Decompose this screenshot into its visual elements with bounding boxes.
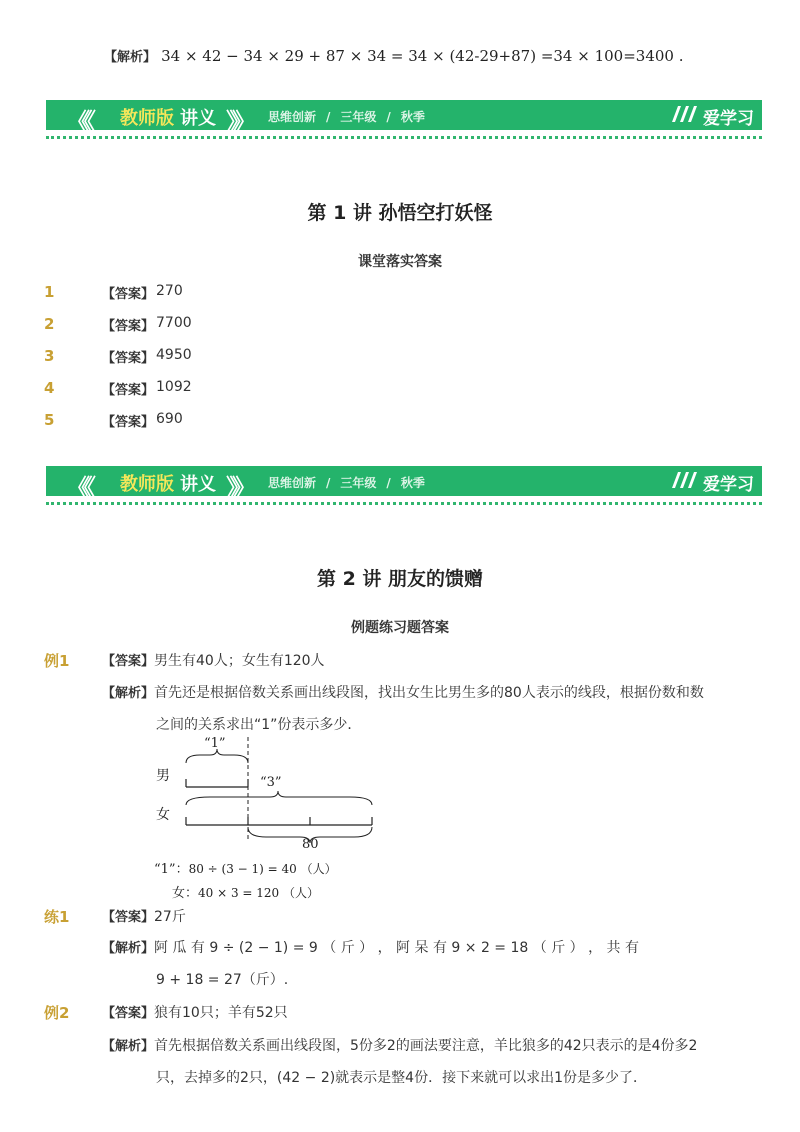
label-one: “1”: [204, 736, 226, 751]
crumb-item: 思维创新: [268, 476, 317, 490]
item-number: 3: [44, 347, 55, 365]
crumb-item: 三年级: [340, 110, 377, 124]
jiexi-tag: 【解析】: [104, 50, 157, 65]
answer-value: 4950: [156, 347, 192, 363]
crumb-item: 秋季: [400, 110, 425, 124]
banner-label-teacher: 教师版: [120, 108, 174, 129]
item-number: 5: [44, 411, 55, 429]
calc-one-label: “1”：: [154, 862, 189, 877]
diagram-svg: [150, 735, 390, 855]
calc-two-label: 女：: [172, 886, 199, 901]
lecture2-title: 第 2 讲 朋友的馈赠: [316, 568, 484, 590]
answer-value: 1092: [156, 379, 192, 395]
brand-logo-icon: [670, 104, 700, 124]
answer-tag: 【答案】: [102, 351, 155, 366]
brand-name: 爱学习: [703, 109, 754, 129]
pr1-analysis: [102, 937, 639, 957]
lecture1-subtitle: 课堂落实答案: [358, 254, 442, 270]
banner-divider: [46, 502, 762, 505]
crumb-item: 三年级: [340, 476, 377, 490]
brand-logo-icon: [670, 470, 700, 490]
chevron-right-icon: 》》: [226, 108, 250, 136]
calc-one: [154, 858, 337, 877]
item-number: 4: [44, 379, 55, 397]
banner-label-notes: 讲义: [180, 474, 216, 495]
answer-tag: 【答案】: [102, 1006, 155, 1021]
label-boy: 男: [156, 768, 170, 784]
answer-tag: 【答案】: [102, 654, 155, 669]
banner-breadcrumb: [268, 108, 425, 125]
section-banner: [46, 96, 762, 142]
crumb-sep: /: [326, 476, 331, 490]
section-banner: [46, 462, 762, 508]
banner-label-notes: 讲义: [180, 108, 216, 129]
label-80: 80: [302, 837, 319, 852]
crumb-item: 思维创新: [268, 110, 317, 124]
brand-name: 爱学习: [703, 475, 754, 495]
chevron-right-icon: 》》: [226, 474, 250, 502]
boy-brace: [186, 749, 248, 763]
answer-value: 27斤: [154, 909, 186, 925]
analysis-text: 9 + 18 = 27（斤）.: [156, 972, 289, 988]
ex2-analysis: [102, 1035, 697, 1055]
analysis-tag: 【解析】: [102, 941, 155, 956]
ex1-answer: [102, 650, 325, 670]
crumb-sep: /: [386, 110, 391, 124]
crumb-sep: /: [386, 476, 391, 490]
calc-two: [172, 882, 319, 901]
answer-tag: 【答案】: [102, 910, 155, 925]
answer-tag: 【答案】: [102, 319, 155, 334]
answer-value: 690: [156, 411, 183, 427]
analysis-text: 阿 瓜 有 9 ÷ (2 − 1) = 9 （ 斤 ） ， 阿 呆 有 9 × 2 = 18 （ 斤 ） ， 共 有: [154, 940, 640, 956]
lecture2-subtitle: 例题练习题答案: [351, 620, 449, 636]
answer-value: 狼有10只；羊有52只: [154, 1005, 288, 1021]
pr1-answer: [102, 906, 186, 926]
banner-label-teacher: 教师版: [120, 474, 174, 495]
answer-tag: 【答案】: [102, 415, 155, 430]
ex2-answer: [102, 1002, 288, 1022]
analysis-text: 首先还是根据倍数关系画出线段图，找出女生比男生多的80人表示的线段，根据份数和数: [154, 685, 704, 701]
analysis-text: 之间的关系求出“1”份表示多少．: [156, 717, 362, 733]
analysis-text: 只，去掉多的2只，(42 − 2)就表示是整4份．接下来就可以求出1份是多少了．: [156, 1070, 647, 1086]
crumb-sep: /: [326, 110, 331, 124]
item-number: 1: [44, 283, 55, 301]
line-segment-diagram: [150, 735, 390, 900]
practice-number: 练1: [44, 908, 70, 926]
label-three: “3”: [260, 775, 282, 790]
example-number: 例2: [44, 1004, 70, 1022]
crumb-item: 秋季: [400, 476, 425, 490]
answer-value: 270: [156, 283, 183, 299]
chevron-left-icon: 《《: [66, 108, 90, 136]
answer-value: 男生有40人；女生有120人: [154, 653, 325, 669]
calc-two-expr: 40 × 3 = 120 （人）: [198, 886, 320, 900]
girl-brace: [186, 791, 372, 805]
label-girl: 女: [156, 807, 170, 823]
calc-one-expr: 80 ÷ (3 − 1) = 40 （人）: [188, 862, 337, 876]
top-analysis: [104, 46, 684, 65]
chevron-left-icon: 《《: [66, 474, 90, 502]
ex1-analysis: [102, 682, 704, 702]
answer-value: 7700: [156, 315, 192, 331]
analysis-text: 首先根据倍数关系画出线段图，5份多2的画法要注意，羊比狼多的42只表示的是4份多2: [154, 1038, 698, 1054]
lecture1-title: 第 1 讲 孙悟空打妖怪: [307, 202, 493, 224]
analysis-tag: 【解析】: [102, 686, 155, 701]
answer-tag: 【答案】: [102, 287, 155, 302]
answer-tag: 【答案】: [102, 383, 155, 398]
banner-breadcrumb: [268, 474, 425, 491]
item-number: 2: [44, 315, 55, 333]
top-formula: 34 × 42 − 34 × 29 + 87 × 34 = 34 × (42-29+87) =34 × 100=3400 .: [161, 47, 684, 65]
analysis-tag: 【解析】: [102, 1039, 155, 1054]
example-number: 例1: [44, 652, 70, 670]
banner-divider: [46, 136, 762, 139]
